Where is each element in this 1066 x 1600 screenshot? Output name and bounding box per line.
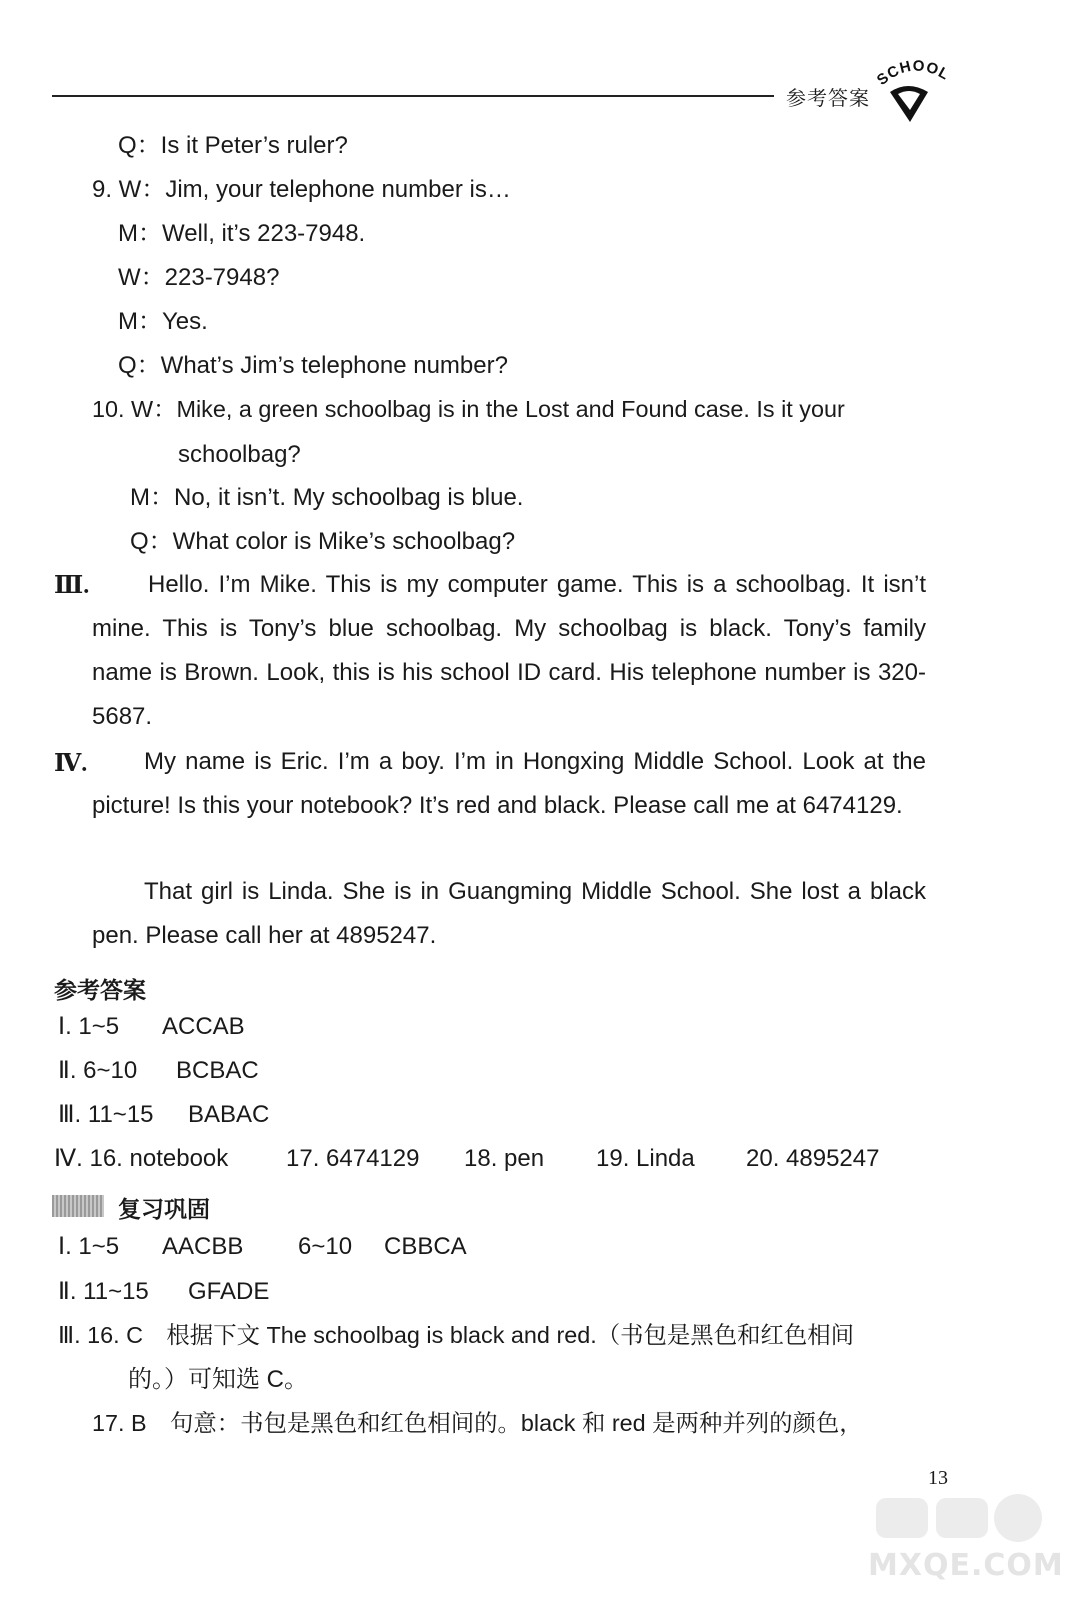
section-4-passage-2 [92,870,926,958]
review-row-1-label-b: 6~10 [298,1233,353,1260]
header-title: 参考答案 [786,86,870,110]
dialogue-9-m2: M：Yes. [118,308,208,335]
answer-row-4-cell-18: 18. pen [464,1145,545,1172]
dialogue-9-w1: 9. W：Jim, your telephone number is… [92,176,511,203]
section-4-text-2: That girl is Linda. She is in Guangming Middle School. She lost a black pen. Please call her at 4895247. [92,878,926,949]
answer-row-4-cell-20: 20. 4895247 [746,1145,880,1172]
answer-row-3-label: Ⅲ. 11~15 [58,1101,154,1128]
answer-row-1-value: ACCAB [162,1013,245,1040]
answer-row-3-value: BABAC [188,1101,270,1128]
dialogue-10-w1-line1: 10. W：Mike, a green schoolbag is in the Lost and Found case. Is it your [92,396,845,422]
dialogue-9-w2: W：223-7948? [118,264,280,291]
dialogue-10-w1-line2: schoolbag? [178,441,301,468]
page-number: 13 [928,1467,948,1489]
answer-row-2-label: Ⅱ. 6~10 [58,1057,138,1084]
review-item-16-line1: Ⅲ. 16. C 根据下文 The schoolbag is black and red.（书包是黑色和红色相间 [58,1322,855,1348]
review-row-1-label: Ⅰ. 1~5 [58,1233,120,1260]
review-row-2-label: Ⅱ. 11~15 [58,1278,149,1305]
section-3-text: Hello. I’m Mike. This is my computer game. This is a schoolbag. It isn’t mine. This is Tony’s blue schoolbag. My schoolbag is black. Tony’s family name is Brown. Look, this is his school ID card. His telephone number is 320-5687. [92,571,926,730]
school-logo-text: SCHOOL [873,57,952,89]
school-logo-icon [868,56,952,126]
answer-row-4-label: Ⅳ. 16. notebook [54,1145,229,1172]
section-4-passage-1 [92,740,926,828]
answer-row-2-value: BCBAC [176,1057,259,1084]
review-heading: 复习巩固 [118,1197,210,1223]
dialogue-10-m1: M：No, it isn’t. My schoolbag is blue. [130,484,524,511]
review-item-17: 17. B 句意：书包是黑色和红色相间的。black 和 red 是两种并列的颜色， [92,1410,863,1436]
header-rule [52,95,774,97]
dialogue-9-m1: M：Well, it’s 223-7948. [118,220,366,247]
section-4-text-1: My name is Eric. I’m a boy. I’m in Hongxing Middle School. Look at the picture! Is this your notebook? It’s red and black. Please call me at 6474129. [92,748,926,819]
answers-heading: 参考答案 [54,978,146,1004]
review-row-2-value: GFADE [188,1278,270,1305]
svg-text:SCHOOL [874,57,952,89]
answer-row-1-label: Ⅰ. 1~5 [58,1013,120,1040]
watermark-url: MXQE.COM [868,1548,1064,1583]
review-row-1-value-a: AACBB [162,1233,244,1260]
section-4-numeral: Ⅳ. [54,751,88,777]
dialogue-9-question: Q：What’s Jim’s telephone number? [118,352,508,379]
dialogue-10-question: Q：What color is Mike’s schoolbag? [130,528,516,555]
answer-row-4-cell-19: 19. Linda [596,1145,695,1172]
section-3-passage [92,563,926,739]
section-3-numeral: Ⅲ. [54,573,90,599]
review-heading-badge [52,1195,104,1217]
review-item-16-line2: 的。）可知选 C。 [128,1366,308,1393]
dialogue-8-question: Q：Is it Peter’s ruler? [118,132,348,159]
review-row-1-value-b: CBBCA [384,1233,467,1260]
answer-row-4-cell-17: 17. 6474129 [286,1145,420,1172]
